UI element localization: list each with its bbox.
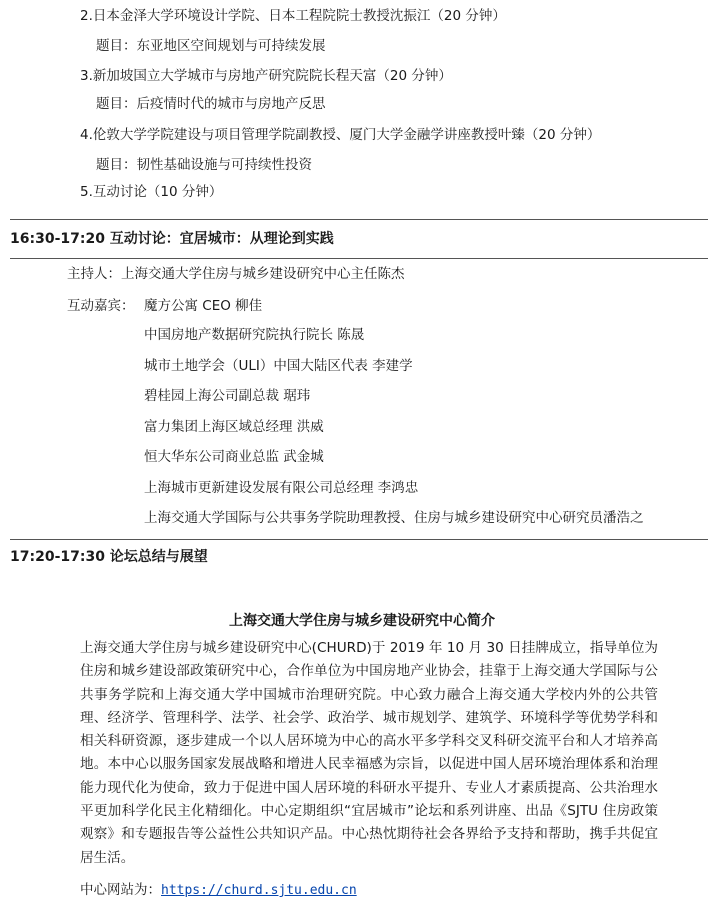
guest-item: 上海交通大学国际与公共事务学院助理教授、住房与城乡建设研究中心研究员潘浩之 [144, 510, 644, 526]
session-title: 16:30-17:20 互动讨论：宜居城市：从理论到实践 [10, 231, 334, 247]
session-title: 17:20-17:30 论坛总结与展望 [10, 549, 208, 565]
agenda-topic-4: 题目：韧性基础设施与可持续性投资 [96, 157, 312, 173]
guest-item: 富力集团上海区域总经理 洪威 [144, 419, 324, 435]
intro-heading: 上海交通大学住房与城乡建设研究中心简介 [229, 613, 495, 629]
guest-item: 碧桂园上海公司副总裁 琚玮 [144, 388, 311, 404]
guest-item: 恒大华东公司商业总监 武金城 [144, 449, 324, 465]
divider [10, 219, 708, 220]
agenda-topic-3: 题目：后疫情时代的城市与房地产反思 [96, 96, 326, 112]
divider [10, 258, 708, 259]
agenda-item-5: 5.互动讨论（10 分钟） [80, 184, 223, 200]
website-link[interactable]: https://churd.sjtu.edu.cn [161, 883, 357, 898]
agenda-item-3: 3.新加坡国立大学城市与房地产研究院院长程天富（20 分钟） [80, 68, 452, 84]
guest-item: 上海城市更新建设发展有限公司总经理 李鸿忠 [144, 480, 419, 496]
intro-paragraph: 上海交通大学住房与城乡建设研究中心(CHURD)于 2019 年 10 月 30 日挂牌成立，指导单位为住房和城乡建设部政策研究中心，合作单位为中国房地产业协会，挂靠于上海交通大学国际与公共事务学院和上海交通大学中国城市治理研究院。中心致力融合上海交通大学校内外的公共管理、经济学、管理科学、法学、社会学、政治学、城市规划学、建筑学、环境科学等优势学科和相关科研资源，逐步建成一个以人居环境为中心的高水平多学科交叉科研交流平台和人才培养高地。本中心以服务国家发展战略和增进人民幸福感为宗旨，以促进中国人居环境治理体系和治理能力现代化为使命，致力于促进中国人居环境的科研水平提升、专业人才素质提高、公共治理水平更加科学化民主化精细化。中心定期组织“宜居城市”论坛和系列讲座、出品《SJTU 住房政策观察》和专题报告等公益性公共知识产品。中心热忱期待社会各界给予支持和帮助，携手共促宜居生活。 [80, 640, 658, 866]
guests-label: 互动嘉宾： [67, 298, 135, 314]
session-host: 主持人：上海交通大学住房与城乡建设研究中心主任陈杰 [67, 266, 405, 282]
agenda-topic-2: 题目：东亚地区空间规划与可持续发展 [96, 38, 326, 54]
agenda-item-2: 2.日本金泽大学环境设计学院、日本工程院院士教授沈振江（20 分钟） [80, 8, 506, 24]
guest-item: 中国房地产数据研究院执行院长 陈晟 [144, 327, 365, 343]
guest-item: 魔方公寓 CEO 柳佳 [144, 298, 263, 314]
website-label: 中心网站为： [80, 882, 161, 898]
agenda-item-4: 4.伦敦大学学院建设与项目管理学院副教授、厦门大学金融学讲座教授叶臻（20 分钟） [80, 127, 601, 143]
website-line [80, 881, 357, 900]
divider [10, 539, 708, 540]
guest-item: 城市土地学会（ULI）中国大陆区代表 李建学 [144, 358, 413, 374]
